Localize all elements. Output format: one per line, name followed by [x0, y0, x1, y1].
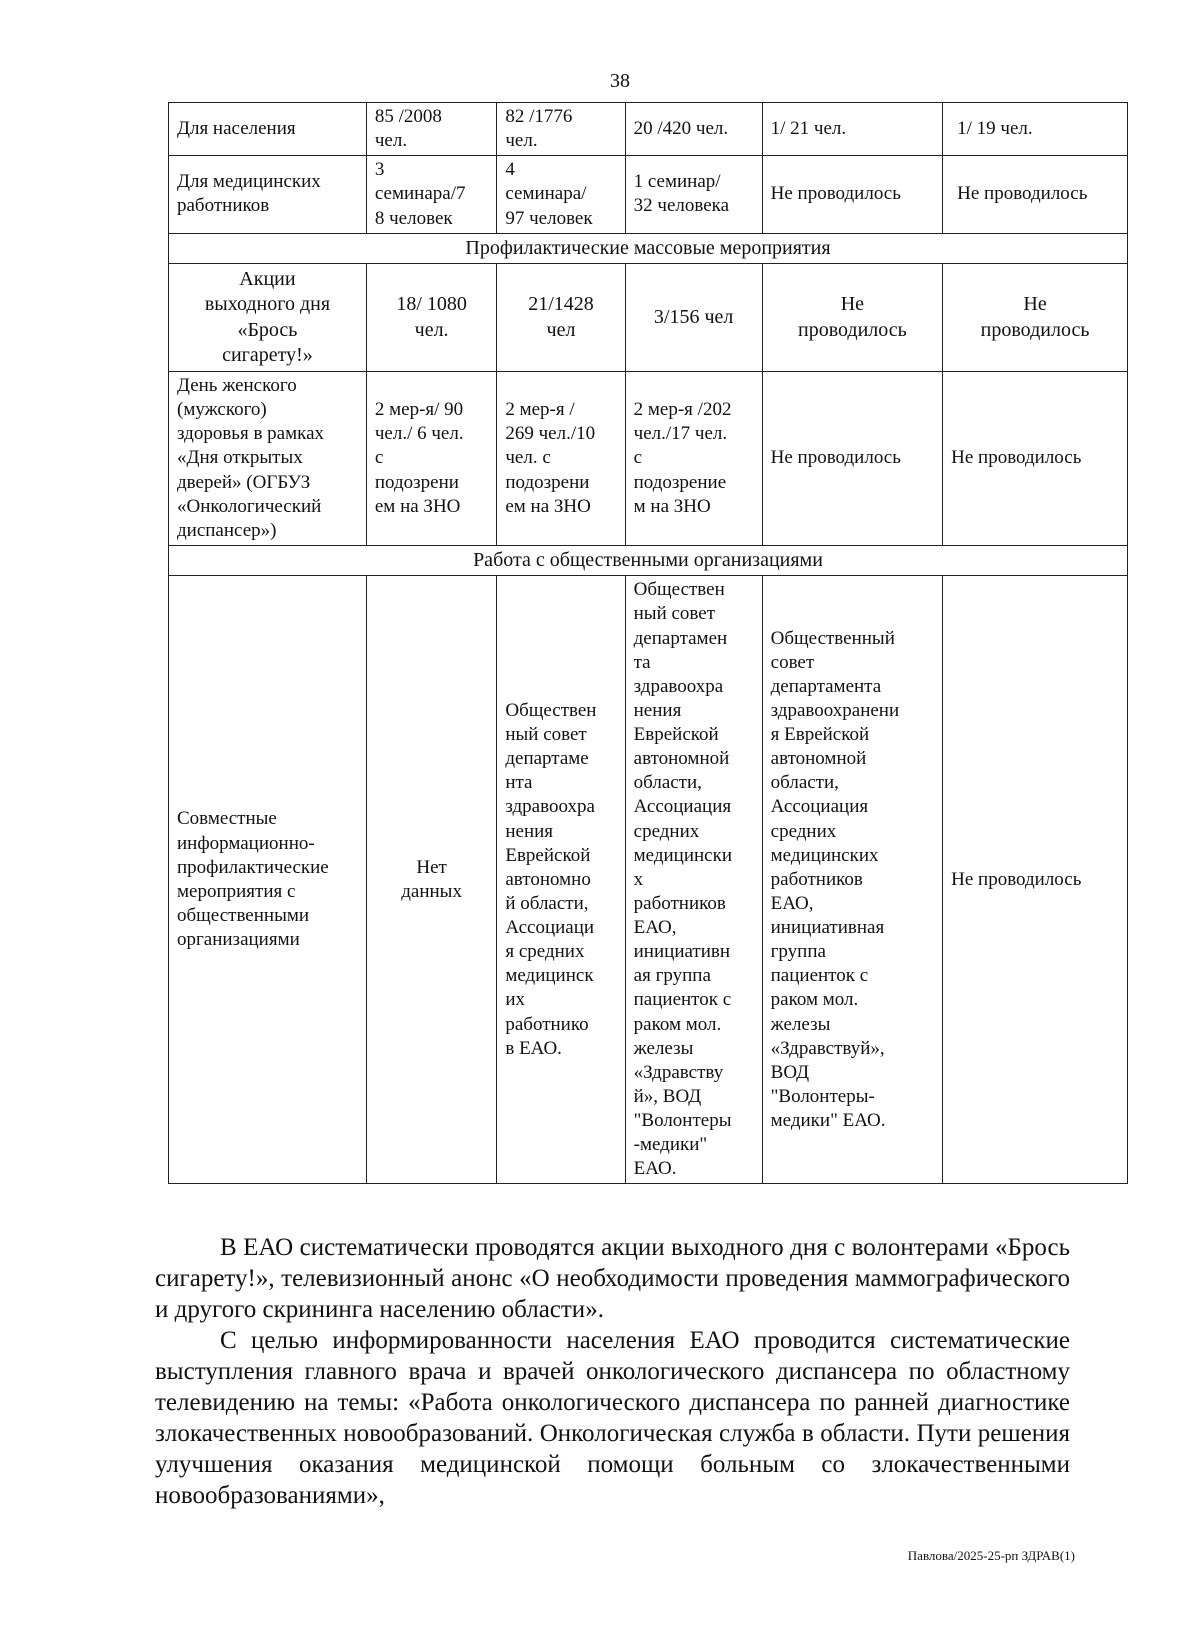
- table-cell: Обществен ный совет департаме нта здравоохра нения Еврейской автономно й области, Ассоциаци я средних медицинск их работнико в ЕАО.: [497, 576, 625, 1184]
- row-label: Совместные информационно- профилактические мероприятия с общественными организациями: [169, 576, 367, 1184]
- table-row-population: [169, 103, 1128, 156]
- table-cell: Не проводилось: [943, 576, 1128, 1184]
- table-cell: 2 мер-я/ 90 чел./ 6 чел. с подозрени ем на ЗНО: [366, 372, 496, 546]
- table-cell: 85 /2008 чел.: [366, 103, 496, 156]
- document-footer: Павлова/2025-25-рп ЗДРАВ(1): [907, 1548, 1075, 1563]
- table-row-joint-events: [169, 576, 1128, 1184]
- table-row-medics: [169, 156, 1128, 233]
- table-cell: Не проводилось: [762, 156, 942, 233]
- table-cell: 2 мер-я /202 чел./17 чел. с подозрение м на ЗНО: [625, 372, 762, 546]
- section-title-mass-events: Профилактические массовые мероприятия: [169, 233, 1128, 263]
- table-cell: Не проводилось: [943, 264, 1128, 372]
- table-cell: 1/ 19 чел.: [943, 103, 1128, 156]
- table-cell: 3/156 чел: [625, 264, 762, 372]
- section-title-public-orgs: Работа с общественными организациями: [169, 545, 1128, 575]
- section-header-row: [169, 545, 1128, 575]
- table-cell: Не проводилось: [943, 156, 1128, 233]
- table-cell: Нет данных: [366, 576, 496, 1184]
- statistics-table: [168, 102, 1128, 1184]
- table-row-health-day: [169, 372, 1128, 546]
- table-cell: 1 семинар/ 32 человека: [625, 156, 762, 233]
- table-cell: 2 мер-я / 269 чел./10 чел. с подозрени ем на ЗНО: [497, 372, 625, 546]
- section-header-row: [169, 233, 1128, 263]
- table-cell: 20 /420 чел.: [625, 103, 762, 156]
- body-paragraph: В ЕАО систематически проводятся акции выходного дня с волонтерами «Брось сигарету!», телевизионный анонс «О необходимости проведения маммографического и другого скрининга населению области».: [155, 1234, 1070, 1323]
- table-cell: Обществен ный совет департамен та здравоохра нения Еврейской автономной области, Ассоциация средних медицински х работников ЕАО, инициативн ая группа пациенток с раком мол. железы «Здравству й», ВОД "Волонтеры -медики" ЕАО.: [625, 576, 762, 1184]
- table-cell: 21/1428 чел: [497, 264, 625, 372]
- table-cell: Не проводилось: [943, 372, 1128, 546]
- body-paragraph: С целью информированности населения ЕАО проводится систематические выступления главного врача и врачей онкологического диспансера по областному телевидению на темы: «Работа онкологического диспансера по ранней диагностике злокачественных новообразований. Онкологическая служба в области. Пути решения улучшения оказания медицинской помощи больным со злокачественными новообразованиями»,: [155, 1327, 1070, 1509]
- table-cell: Не проводилось: [762, 264, 942, 372]
- row-label: Акции выходного дня «Брось сигарету!»: [169, 264, 367, 372]
- page-number: 38: [610, 70, 630, 92]
- table-cell: Общественный совет департамента здравоохранени я Еврейской автономной области, Ассоциация средних медицинских работников ЕАО, инициативная группа пациенток с раком мол. железы «Здравствуй», ВОД "Волонтеры- медики" ЕАО.: [762, 576, 942, 1184]
- table-cell: 3 семинара/7 8 человек: [366, 156, 496, 233]
- row-label: Для медицинских работников: [169, 156, 367, 233]
- table-cell: 1/ 21 чел.: [762, 103, 942, 156]
- table-cell: 82 /1776 чел.: [497, 103, 625, 156]
- row-label: Для населения: [169, 103, 367, 156]
- row-label: День женского (мужского) здоровья в рамках «Дня открытых дверей» (ОГБУЗ «Онкологический диспансер»): [169, 372, 367, 546]
- table-cell: Не проводилось: [762, 372, 942, 546]
- table-cell: 4 семинара/ 97 человек: [497, 156, 625, 233]
- table-row-weekend-action: [169, 264, 1128, 372]
- table-cell: 18/ 1080 чел.: [366, 264, 496, 372]
